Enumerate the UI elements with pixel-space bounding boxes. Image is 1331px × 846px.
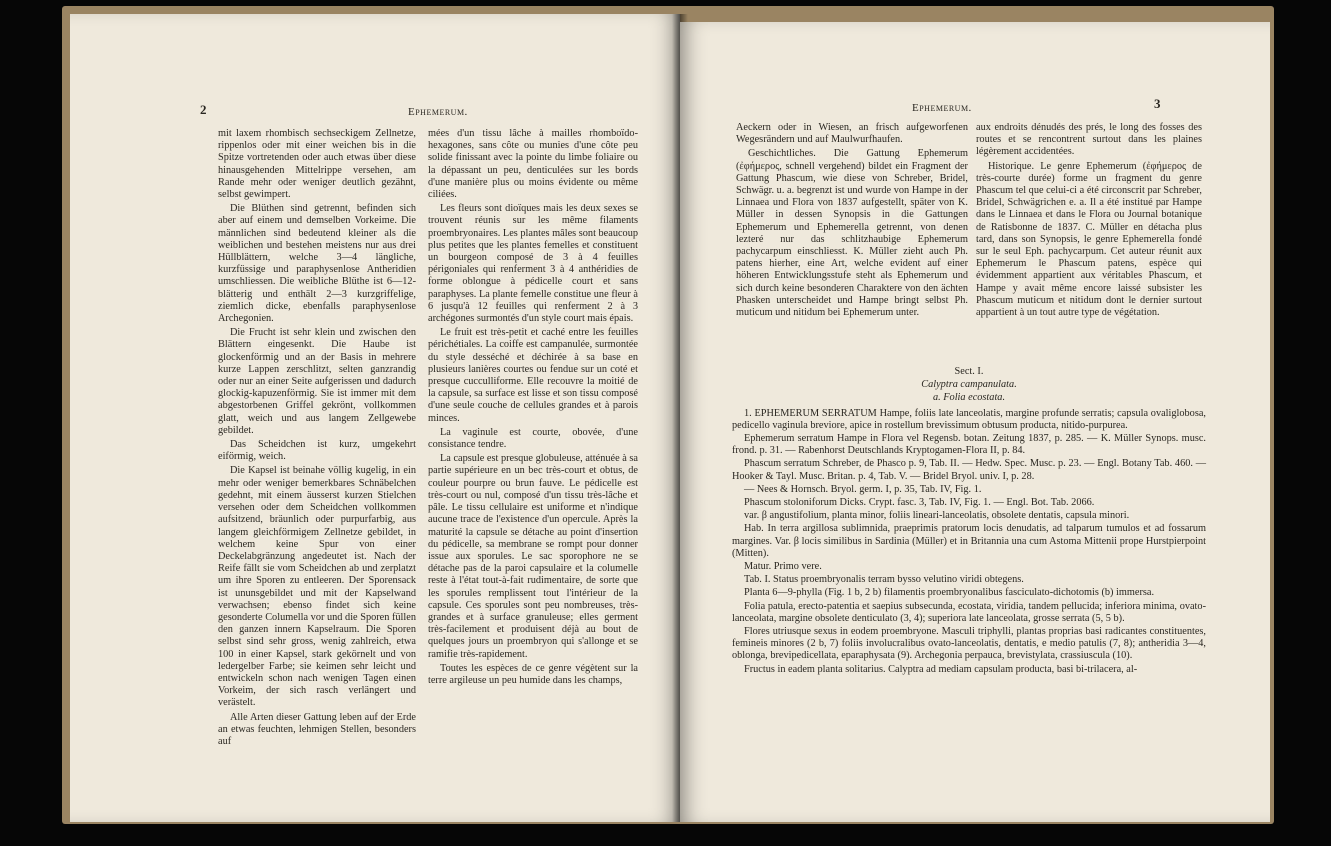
description: Fructus in eadem planta solitarius. Calyptra ad mediam capsulam producta, basi bi-trilacera, al- bbox=[744, 663, 1138, 675]
paragraph: Die Frucht ist sehr klein und zwischen den Blättern eingesenkt. Die Haube ist glockenförmig und an der Basis in mehrere kurze Lappen zerschlitzt, selten ganzrandig oder nur an einer Seite aufgerissen und dadurch glockig-kapuzenförmig. Sie ist immer mit dem abgestorbenen Griffel gekrönt, vollkommen glatt, weich und aus langem Zellgewebe gebildet. bbox=[218, 327, 416, 436]
plate-note: Tab. I. Status proembryonalis terram bysso velutino viridi obtegens. bbox=[744, 574, 1024, 586]
synonym: Phascum serratum Schreber, de Phasco p. 9, Tab. II. — Hedw. Spec. Musc. p. 23. — Engl. Botany Tab. 460. — Hooker & Tayl. Musc. Britan. p. 4, Tab. V. — Bridel Bryol. univ. I, p. 28. bbox=[732, 458, 1206, 482]
paragraph: mées d'un tissu lâche à mailles rhomboïdo-hexagones, sans côte ou munies d'une côte peu solide finissant avec la pointe du limbe foliaire ou la dépassant un peu, denticulées sur les bords d'une manière plus ou moins évidente ou même ciliées. bbox=[428, 128, 638, 201]
synonym: — Nees & Hornsch. Bryol. germ. I, p. 35, Tab. IV, Fig. 1. bbox=[744, 483, 982, 495]
french-column bbox=[428, 128, 638, 689]
maturity: Matur. Primo vere. bbox=[744, 561, 822, 573]
german-column bbox=[736, 122, 968, 321]
paragraph: Das Scheidchen ist kurz, umgekehrt eiförmig, weich. bbox=[218, 439, 416, 463]
section-title: Sect. I. bbox=[954, 366, 984, 377]
running-head: Ephemerum. bbox=[408, 106, 468, 118]
synonym: Ephemerum serratum Hampe in Flora vel Regensb. botan. Zeitung 1837, p. 285. — K. Müller Synops. musc. frond. p. 31. — Rabenhorst Deutschlands Kryptogamen-Flora II, p. 84. bbox=[732, 433, 1206, 457]
paragraph: Les fleurs sont dioïques mais les deux sexes se trouvent réunis sur les même filaments proembryonaires. Les plantes mâles sont beaucoup plus petites que les plantes femelles et constituent un bourgeon composé de 3 à 4 feuilles périgoniales qui renferment 3 à 4 anthéridies de forme oblongue à pédicelle court et sans paraphyses. La plante femelle constitue une fleur à 6 jusqu'à 12 feuilles qui renferment 2 à 3 archégones surmontés d'un style court mais épais. bbox=[428, 203, 638, 325]
habitat: Hab. In terra argillosa sublimnida, praeprimis pratorum locis denudatis, ad talparum tumulos et ad fossarum margines. Var. β locis similibus in Sardinia (Müller) et in Britannia una cum Astoma Mittenii prope Hurstpierpoint (Mitten). bbox=[732, 523, 1206, 559]
paragraph: Die Kapsel ist beinahe völlig kugelig, in ein mehr oder weniger bemerkbares Schnäbelchen gedehnt, mit einem äusserst kurzen Stielchen versehen oder dem Scheidchen vollkommen aufsitzend, bräunlich oder purpurfarbig, aus langem gleichförmigem Zellnetze gebildet, in welchem keine Spur von einer Deckelabgränzung angedeutet ist. Nach der Reife fällt sie vom Scheidchen ab und zerplatzt um ihre Sporen zu entleeren. Der Sporensack ist ununsgebildet und mit der Kapselwand verwachsen; ebenso findet sich keine gesonderte Columella vor und die Sporen füllen den ganzen innern Kapselraum. Die Sporen selbst sind sehr gross, wenig zahlreich, etwa 100 in einer Kapsel, stark gekörnelt und von ledergelber Farbe; sie keimen sehr leicht und entwickeln schon nach wenigen Tagen einen Vorkeim, der sich rasch verlängert und verästelt. bbox=[218, 465, 416, 709]
variety: var. β angustifolium, planta minor, foliis lineari-lanceolatis, obsolete dentatis, capsula minori. bbox=[744, 510, 1130, 522]
subsection-title: a. Folia ecostata. bbox=[932, 392, 1006, 404]
synonym: Phascum stoloniforum Dicks. Crypt. fasc. 3, Tab. IV, Fig. 1. — Engl. Bot. Tab. 2066. bbox=[744, 497, 1095, 509]
description: Planta 6—9-phylla (Fig. 1 b, 2 b) filamentis proembryonalibus fasciculato-dichotomis (b) immersa. bbox=[744, 587, 1155, 599]
paragraph: mit laxem rhombisch sechseckigem Zellnetze, rippenlos oder mit einer weichen bis in die Spitze vortretenden oder auch etwas über diese hinausgehenden Mittelrippe versehen, am Rande mehr oder weniger deutlich gezähnt, selbst gewimpert. bbox=[218, 128, 416, 201]
section-subtitle: Calyptra campanulata. bbox=[921, 379, 1017, 391]
running-head: Ephemerum. bbox=[912, 102, 972, 114]
german-column bbox=[218, 128, 416, 750]
paragraph: La capsule est presque globuleuse, atténuée à sa partie supérieure en un bec très-court et obtus, de couleur pourpre ou brun fauve. Le pédicelle est très-court ou nul, composé d'un tissu très-lâche et pâle. Le tissu cellulaire est uniforme et n'indique aucune trace de l'existence d'un opercule. Après la maturité la capsule se détache au point d'insertion du pédicelle, sa membrane se rompt pour donner issue aux sporules. Le sac sporophore ne se détache pas de la paroi capsulaire et la columelle reste à l'état tout-à-fait rudimentaire, de sorte que les sporules remplissent tout l'intérieur de la capsule. Ces sporules sont peu nombreuses, très-grandes et à surface granuleuse; elles germent très-facilement et produisent déjà au bout de quelques jours un proembryon qui s'allonge et se ramifie très-rapidement. bbox=[428, 453, 638, 660]
species-description bbox=[732, 362, 1206, 677]
description: Flores utriusque sexus in eodem proembryone. Masculi triphylli, plantas proprias basi radicantes constituentes, femineis minores (2 b, 7) foliis involucralibus ovato-lanceolatis, dentatis, e medio patulis (7, 8); antheridia 3—4, oblonga, brevipedicellata, eparaphysata (9). Archegonia perpauca, brevistylata, crassiuscula (10). bbox=[732, 626, 1206, 662]
paragraph: La vaginule est courte, obovée, d'une consistance tendre. bbox=[428, 426, 638, 451]
paragraph: Le fruit est très-petit et caché entre les feuilles périchétiales. La coiffe est campanulée, surmontée du style desséché et déchirée à sa base en plusieurs lanières courtes ou fendue sur un coté et presque cucculliforme. Elle recouvre la moitié de la capsule, sa surface est lisse et son tissu composé d'une seule couche de cellules grandes et à parois minces. bbox=[428, 327, 638, 424]
page-number: 3 bbox=[1154, 96, 1161, 111]
page-number: 2 bbox=[200, 102, 207, 117]
paragraph: Aeckern oder in Wiesen, an frisch aufgeworfenen Wegesrändern und auf Maulwurfhaufen. bbox=[736, 122, 968, 146]
paragraph: Geschichtliches. Die Gattung Ephemerum (ἐφήμερος, schnell vergehend) bildet ein Fragment der Gattung Phascum, wie diese von Schreber, Bridel, Schwägr. u. a. begrenzt ist und wurde von Hampe in der Linnaea und Flora von 1837 aufgestellt, später von K. Müller in dessen Synopsis in die Gattungen Ephemerum und Ephemerella getrennt, von denen lezteré nur das schlitzhaubige Ephemerum pachycarpum einschliesst. K. Müller zieht auch Ph. patens hierher, eine Art, welche evident auf einer höheren Entwicklungsstufe steht als Ephemerum und sich durch keine besonderen Charaktere von den ächten Phasken unterscheidet und Hampe bringt selbst Ph. muticum und nitidum bei Ephemerum unter. bbox=[736, 148, 968, 319]
paragraph: Historique. Le genre Ephemerum (ἐφήμερος de très-courte durée) forme un fragment du genre Phascum tel que celui-ci a été circonscrit par Schreber, Bridel, Schwägrichen e. a. Il a été institué par Hampe dans le Linnaea et dans le Flora ou Journal botanique de Ratisbonne de 1837. C. Müller en détacha plus tard, dans son Synopsis, le genre Ephemerella fondé sur le seul Eph. pachycarpum. Cet auteur réunit aux Ephemerum le Phascum patens, espèce qui évidemment appartient aux véritables Phascum, et Hampe y avait même encore laissé subsister les Phascum muticum et nitidum dont le dernier surtout appartient à un tout autre type de végétation. bbox=[976, 160, 1202, 319]
paragraph: Die Blüthen sind getrennt, befinden sich aber auf einem und demselben Vorkeime. Die männlichen sind bedeutend kleiner als die weiblichen und bestehen meistens nur aus drei Hüllblättern, welche 3—4 längliche, kurzfüssige und paraphysenlose Antheridien umschliessen. Die weibliche Blüthe ist 6—12-blätterig und enthält 2—3 kurzgriffelige, ziemlich dicke, ebenfalls paraphysenlose Archegonien. bbox=[218, 203, 416, 325]
paragraph: Toutes les espèces de ce genre végètent sur la terre argileuse un peu humide dans les champs, bbox=[428, 662, 638, 686]
french-column bbox=[976, 122, 1202, 321]
paragraph: aux endroits dénudés des prés, le long des fosses des routes et se rencontrent surtout dans les plaines légèrement accidentées. bbox=[976, 122, 1202, 158]
description: Folia patula, erecto-patentia et saepius subsecunda, ecostata, viridia, tandem pellucida; inferiora minima, ovato-lanceolata, margine obsolete denticulato (3, 4); superiora late lanceolata, grosse serrata (5, 5 b). bbox=[732, 600, 1206, 624]
left-page bbox=[70, 14, 680, 822]
paragraph: Alle Arten dieser Gattung leben auf der Erde an etwas feuchten, lehmigen Stellen, besonders auf bbox=[218, 711, 416, 747]
species-entry: 1. EPHEMERUM SERRATUM Hampe, foliis late lanceolatis, margine profunde serratis; capsula ovaliglobosa, pedicello vaginula breviore, apice in rostellum brevissimum obtusum producta, nitido-purpurea. bbox=[732, 407, 1206, 431]
right-page bbox=[680, 22, 1270, 822]
